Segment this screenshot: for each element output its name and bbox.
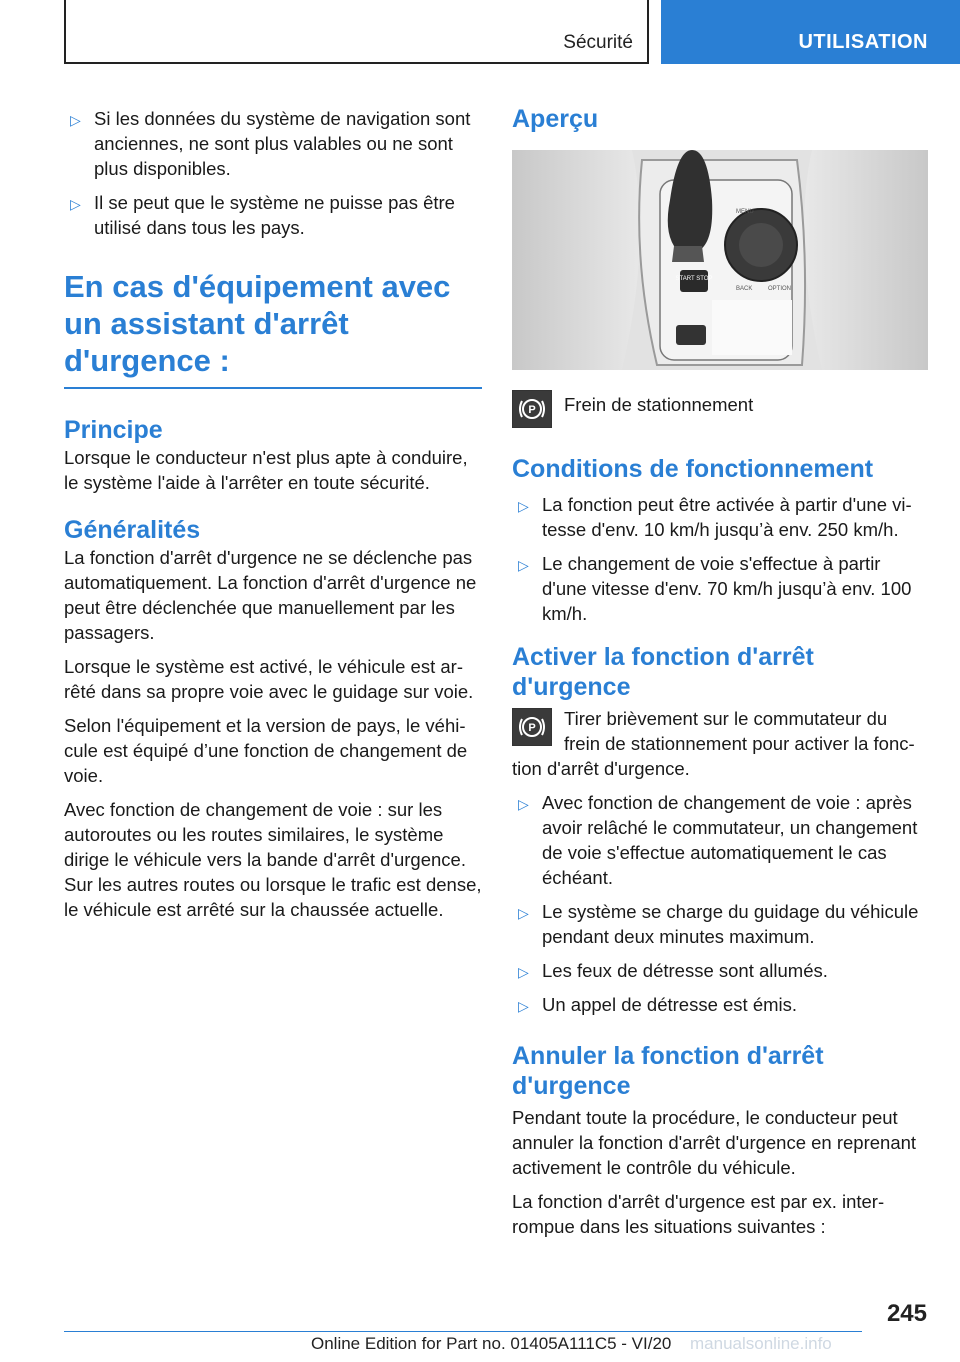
paragraph: La fonction d'arrêt d'urgence est par ex. interrompue dans les situations suivantes : [512,1191,885,1237]
menu-label: MENU [736,209,754,215]
bullet-triangle-icon: ▷ [518,796,529,812]
activer-text: Tirer brièvement sur le commutateur du frein de stationnement pour activer la fonction d'arrêt d'urgence. [512,708,915,779]
paragraph: Selon l'équipement et la version de pays, le véhicule est équipé d’une fonction de changement de voie. [64,715,468,786]
left-column [64,100,482,931]
header-section-title: Sécurité [563,32,633,53]
bullet-triangle-icon: ▷ [518,557,529,573]
activer-paragraph [512,706,928,781]
section-divider [64,387,482,389]
list-item: ▷ Il se peut que le système ne puisse pas être utilisé dans tous les pays. [70,192,455,238]
paragraph: Pendant toute la procédure, le conducteur peut annuler la fonction d'arrêt d'urgence en reprenant activement le contrôle du véhicule. [512,1107,917,1178]
activer-list [512,790,928,1017]
footer-divider [64,1331,862,1332]
principe-text: Lorsque le conducteur n'est plus apte à conduire, le système l'aide à l'arrêter en toute sécurité. [64,447,468,493]
list-item: ▷ Avec fonction de changement de voie : après avoir relâché le commutateur, un changement de voie s'effectue automatiquement le cas échéant. [518,792,918,888]
annuler-heading: Annuler la fonction d'arrêt d'urgence [512,1042,824,1100]
top-bullet-list [64,106,482,240]
start-stop-label: START STOP [675,276,713,282]
right-column [512,100,928,1248]
parking-brake-caption [512,388,928,430]
parking-brake-symbol [517,395,547,423]
parking-brake-icon [512,390,552,428]
list-item: ▷ Le changement de voie s'effectue à partir d'une vitesse d'env. 70 km/h jusqu’à env. 100 km/h. [518,553,912,624]
header-section-tab [64,0,649,64]
center-console-photo [512,150,928,370]
header-chapter-title: UTILISATION [798,31,928,53]
bullet-triangle-icon: ▷ [70,196,81,212]
page-number: 245 [886,1300,927,1327]
option-label: OPTION [768,286,792,292]
watermark: manualsonline.info [690,1334,832,1353]
paragraph: Avec fonction de changement de voie : sur les autoroutes ou les routes similaires, le système dirige le véhicule vers la bande d'arrêt d'urgence. Sur les autres routes ou lorsque le trafic est dense, le véhicule est arrêté sur la chaussée actuelle. [64,799,482,920]
section-heading: En cas d'équipement avec un assistant d'arrêt d'urgence : [64,269,451,378]
apercu-heading: Aperçu [512,105,599,133]
list-item: ▷ Un appel de détresse est émis. [512,992,928,1017]
footer-edition: Online Edition for Part no. 01405A111C5 - VI/20 [311,1334,672,1353]
center-console-illustration [512,150,928,370]
principe-heading: Principe [64,416,163,444]
paragraph: Lorsque le système est activé, le véhicule est arrêté dans sa propre voie avec le guidage sur voie. [64,656,474,702]
header-chapter-tab [661,0,960,64]
bullet-triangle-icon: ▷ [518,998,529,1014]
conditions-list [512,492,928,626]
bullet-triangle-icon: ▷ [518,905,529,921]
parking-brake-label: Frein de stationnement [564,394,754,415]
bullet-triangle-icon: ▷ [518,498,529,514]
bullet-triangle-icon: ▷ [70,112,81,128]
generalites-heading: Généralités [64,516,201,544]
parking-brake-symbol [517,713,547,741]
list-item: ▷ Si les données du système de navigation sont anciennes, ne sont plus valables ou ne sont plus disponibles. [70,108,471,179]
bullet-triangle-icon: ▷ [518,964,529,980]
activer-heading: Activer la fonction d'arrêt d'urgence [512,643,814,701]
back-label: BACK [736,286,753,292]
svg-text:P: P [528,722,536,734]
parking-brake-icon [512,708,552,746]
svg-text:P: P [528,404,536,416]
conditions-heading: Conditions de fonctionnement [512,455,874,483]
list-item: ▷ La fonction peut être activée à partir d'une vitesse d'env. 10 km/h jusqu’à env. 250 km/h. [518,494,912,540]
paragraph: La fonction d'arrêt d'urgence ne se déclenche pas automatiquement. La fonction d'arrêt d'urgence ne peut être déclenchée que manuellement par les passagers. [64,547,477,643]
list-item: ▷ Les feux de détresse sont allumés. [512,958,928,983]
list-item: ▷ Le système se charge du guidage du véhicule pendant deux minutes maximum. [518,901,919,947]
